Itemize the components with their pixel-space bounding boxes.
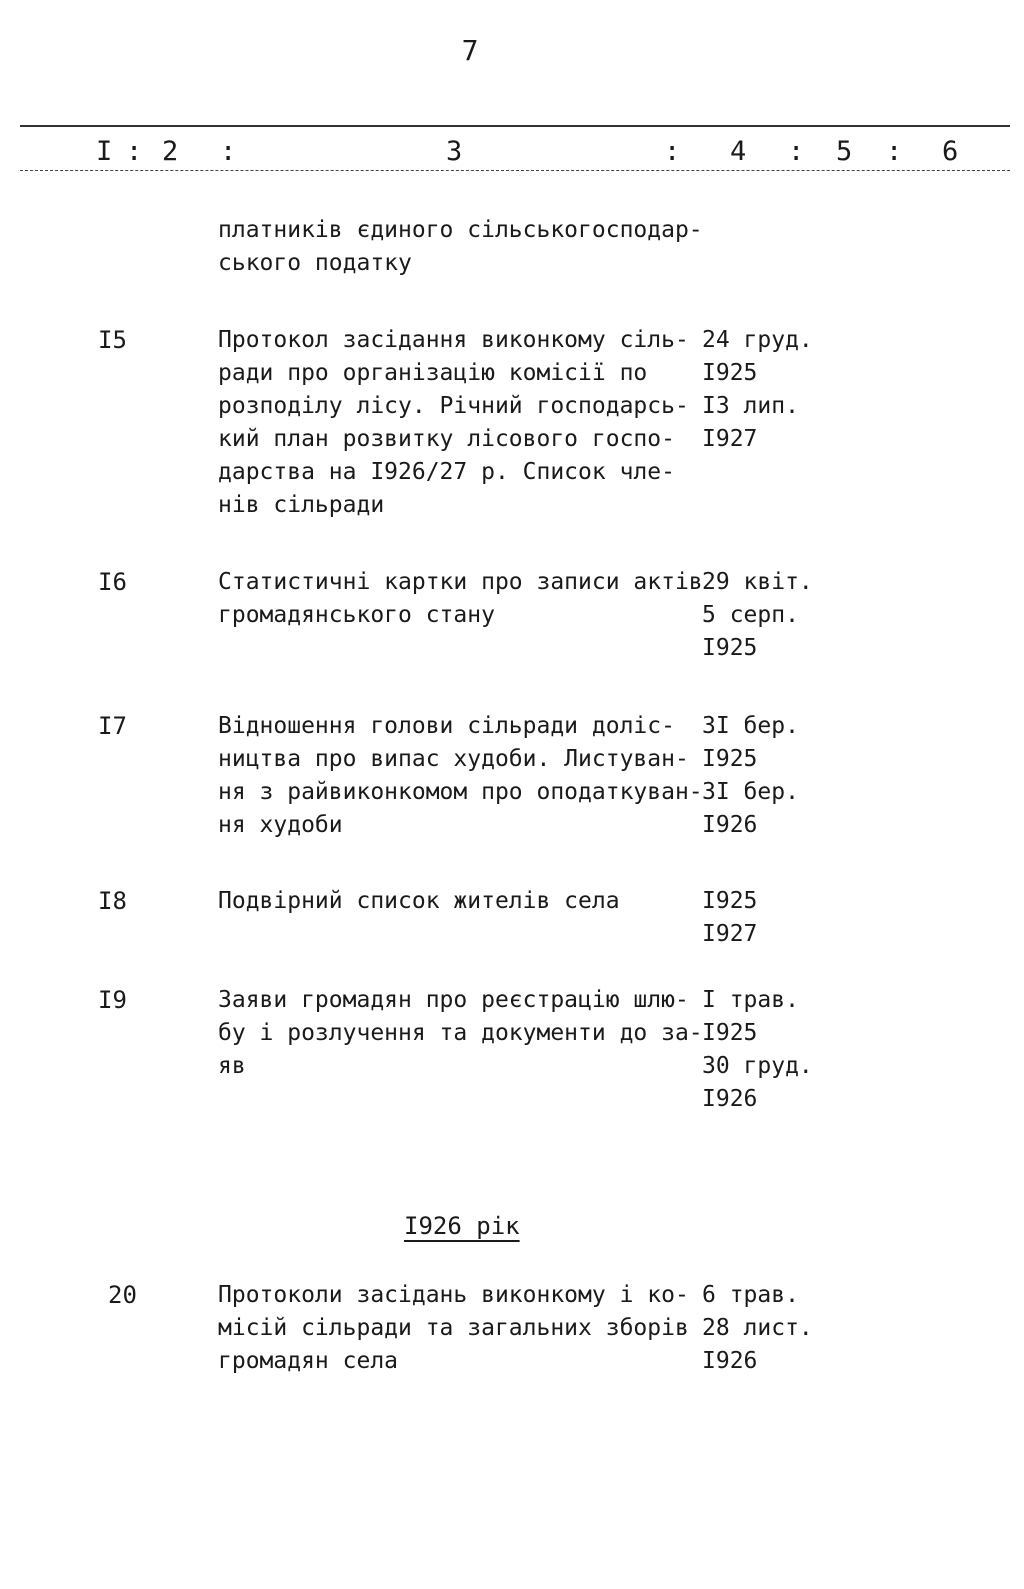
column-separator: : (664, 136, 681, 167)
entry-number: I8 (98, 887, 127, 915)
text-line: платників єдиного сільськогосподар- (218, 217, 703, 243)
entry-number: I7 (98, 712, 127, 740)
text-line: громадянського стану (218, 602, 495, 628)
column-separator: : (886, 136, 903, 167)
date-line: I927 (702, 921, 758, 947)
header-bottom-rule (20, 170, 1010, 171)
entry-number: I6 (98, 568, 127, 596)
date-line: I925 (702, 635, 758, 661)
date-line: 3I бер. (702, 779, 799, 805)
page-number: 7 (461, 34, 479, 67)
date-line: I925 (702, 746, 758, 772)
date-line: I925 (702, 1020, 758, 1046)
text-line: ня худоби (218, 812, 343, 838)
text-line: Протоколи засідань виконкому і ко- (218, 1282, 689, 1308)
text-line: ського податку (218, 250, 412, 276)
date-line: 5 серп. (702, 602, 799, 628)
date-line: 30 груд. (702, 1053, 813, 1079)
date-line: I3 лип. (702, 393, 799, 419)
header-top-rule (20, 125, 1010, 127)
date-line: I926 (702, 1348, 758, 1374)
column-header-6: 6 (942, 136, 959, 167)
section-heading: I926 рік (404, 1212, 520, 1240)
text-line: місій сільради та загальних зборів (218, 1315, 689, 1341)
text-line: дарства на I926/27 р. Список чле- (218, 459, 675, 485)
column-header-5: 5 (836, 136, 853, 167)
date-line: I925 (702, 360, 758, 386)
column-separator: : (220, 136, 237, 167)
text-line: Відношення голови сільради доліс- (218, 713, 675, 739)
date-line: 3I бер. (702, 713, 799, 739)
date-line: I926 (702, 812, 758, 838)
date-line: I927 (702, 426, 758, 452)
column-header-4: 4 (730, 136, 747, 167)
date-line: 24 груд. (702, 327, 813, 353)
column-separator: : (788, 136, 805, 167)
text-line: Протокол засідання виконкому сіль- (218, 327, 689, 353)
text-line: Статистичні картки про записи актів (218, 569, 703, 595)
text-line: Заяви громадян про реєстрацію шлю- (218, 987, 689, 1013)
text-line: ництва про випас худоби. Листуван- (218, 746, 689, 772)
column-header-3: 3 (446, 136, 463, 167)
text-line: Подвірний список жителів села (218, 888, 620, 914)
entry-number: I5 (98, 326, 127, 354)
text-line: ня з райвиконкомом про оподаткуван- (218, 779, 703, 805)
column-header-2: 2 (162, 136, 179, 167)
date-line: 28 лист. (702, 1315, 813, 1341)
text-line: бу і розлучення та документи до за- (218, 1020, 703, 1046)
date-line: I925 (702, 888, 758, 914)
text-line: кий план розвитку лісового госпо- (218, 426, 675, 452)
column-separator: : (126, 136, 143, 167)
text-line: нів сільради (218, 492, 385, 518)
text-line: розподілу лісу. Річний господарсь- (218, 393, 689, 419)
date-line: 6 трав. (702, 1282, 799, 1308)
column-header-1: I (96, 136, 113, 167)
text-line: ради про організацію комісії по (218, 360, 648, 386)
text-line: яв (218, 1053, 246, 1079)
date-line: I926 (702, 1086, 758, 1112)
text-line: громадян села (218, 1348, 399, 1374)
date-line: I трав. (702, 987, 799, 1013)
entry-number: 20 (108, 1281, 137, 1309)
entry-number: I9 (98, 986, 127, 1014)
date-line: 29 квіт. (702, 569, 813, 595)
